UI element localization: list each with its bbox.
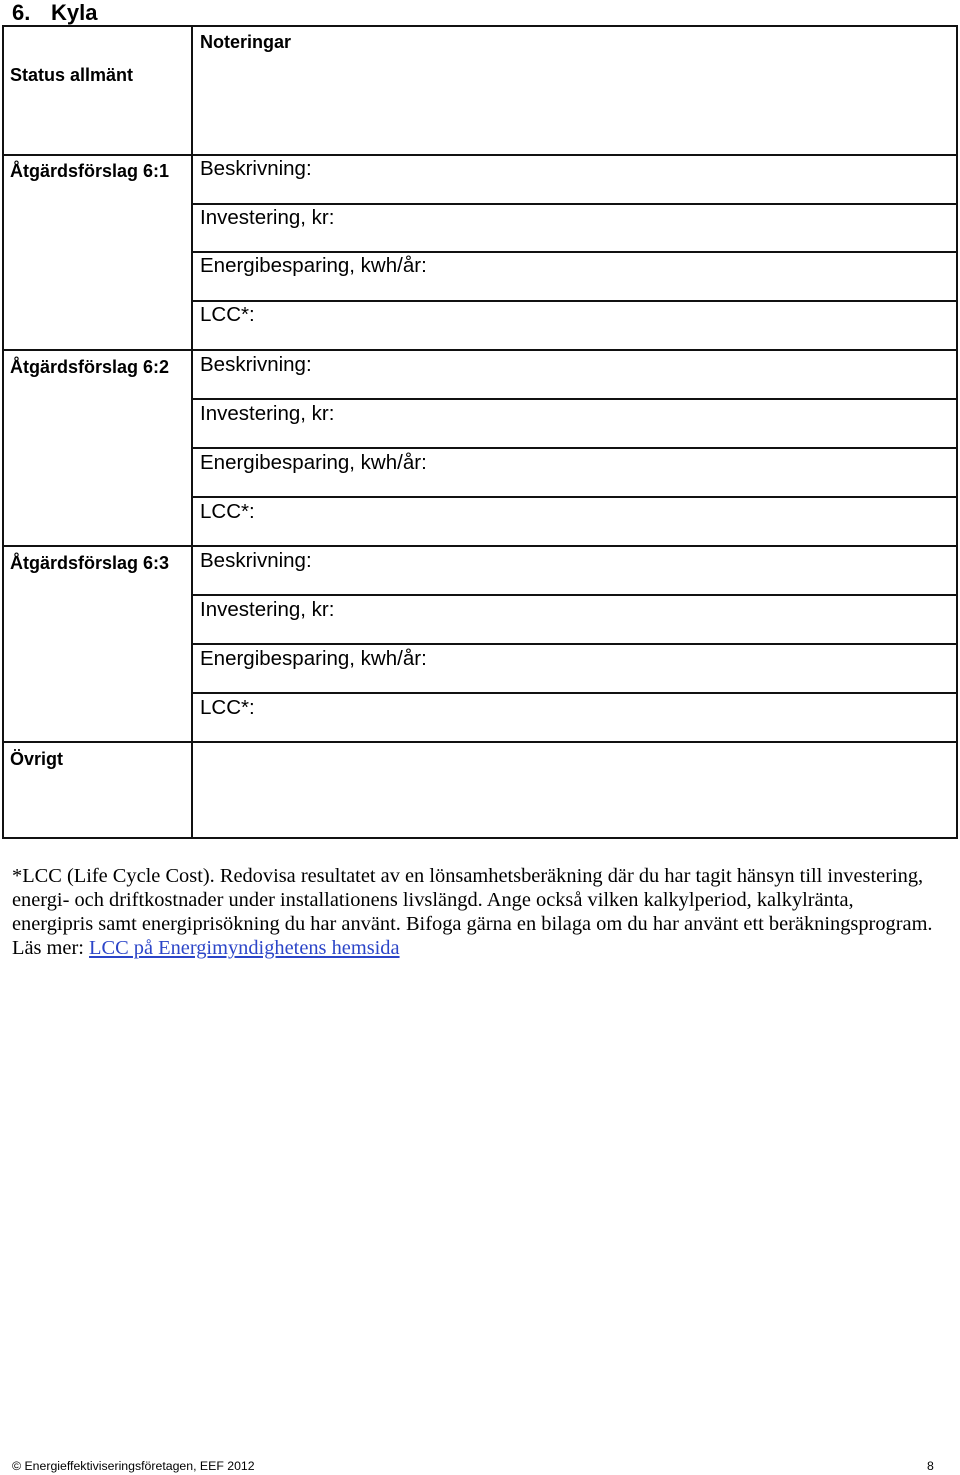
proposal-2-label-cell xyxy=(2,349,193,547)
notes-header: Noteringar xyxy=(200,32,292,52)
proposal-3-label: Åtgärdsförslag 6:3 xyxy=(10,553,170,573)
status-label: Status allmänt xyxy=(10,65,134,85)
notes-cell xyxy=(191,25,958,156)
lcc-link[interactable]: LCC på Energimyndighetens hemsida xyxy=(89,937,400,959)
proposal-1-energy-saving-label: Energibesparing, kwh/år: xyxy=(200,254,427,277)
read-more-label: Läs mer: xyxy=(12,937,84,959)
proposal-2-energy-saving-label: Energibesparing, kwh/år: xyxy=(200,451,427,474)
proposal-1-description-cell xyxy=(191,154,958,205)
other-label: Övrigt xyxy=(10,749,64,769)
section-heading xyxy=(12,0,212,25)
footer-copyright: © Energieffektiviseringsföretagen, EEF 2012 xyxy=(12,1459,255,1473)
proposal-3-description-label: Beskrivning: xyxy=(200,549,312,572)
footnote-read-more xyxy=(12,936,952,960)
proposal-2-description-cell xyxy=(191,349,958,400)
footnote-line-3: energipris samt energiprisökning du har använt. Bifoga gärna en bilaga om du har använt ett beräkningsprogram. xyxy=(12,913,933,935)
footnote-line-1: *LCC (Life Cycle Cost). Redovisa resultatet av en lönsamhetsberäkning där du har tagit hänsyn till investering, xyxy=(12,865,924,887)
section-title: Kyla xyxy=(51,0,98,25)
proposal-3-lcc-cell xyxy=(191,692,958,743)
page-number: 8 xyxy=(927,1459,934,1473)
proposal-1-lcc-cell xyxy=(191,300,958,351)
proposal-2-lcc-label: LCC*: xyxy=(200,500,255,523)
proposal-1-label: Åtgärdsförslag 6:1 xyxy=(10,161,170,181)
proposal-2-energy-saving-cell xyxy=(191,447,958,498)
proposal-3-investment-cell xyxy=(191,594,958,645)
proposal-3-energy-saving-label: Energibesparing, kwh/år: xyxy=(200,647,427,670)
proposal-1-investment-label: Investering, kr: xyxy=(200,206,335,229)
proposal-2-lcc-cell xyxy=(191,496,958,547)
proposal-1-investment-cell xyxy=(191,203,958,253)
proposal-2-label: Åtgärdsförslag 6:2 xyxy=(10,357,170,377)
lcc-footnote xyxy=(12,864,952,960)
section-number: 6. xyxy=(12,0,31,25)
proposal-3-investment-label: Investering, kr: xyxy=(200,598,335,621)
other-label-cell xyxy=(2,741,193,839)
proposal-1-energy-saving-cell xyxy=(191,251,958,302)
proposal-2-investment-label: Investering, kr: xyxy=(200,402,335,425)
proposal-1-label-cell xyxy=(2,154,193,351)
footnote-line-2: energi- och driftkostnader under installationens livslängd. Ange också vilken kalkylperiod, kalkylränta, xyxy=(12,889,854,911)
status-label-cell xyxy=(2,25,193,156)
proposal-3-label-cell xyxy=(2,545,193,743)
proposal-2-investment-cell xyxy=(191,398,958,449)
proposal-3-lcc-label: LCC*: xyxy=(200,696,255,719)
proposal-3-description-cell xyxy=(191,545,958,596)
proposal-1-lcc-label: LCC*: xyxy=(200,303,255,326)
proposal-3-energy-saving-cell xyxy=(191,643,958,694)
proposal-2-description-label: Beskrivning: xyxy=(200,353,312,376)
other-notes-cell xyxy=(191,741,958,839)
proposal-1-description-label: Beskrivning: xyxy=(200,157,312,180)
